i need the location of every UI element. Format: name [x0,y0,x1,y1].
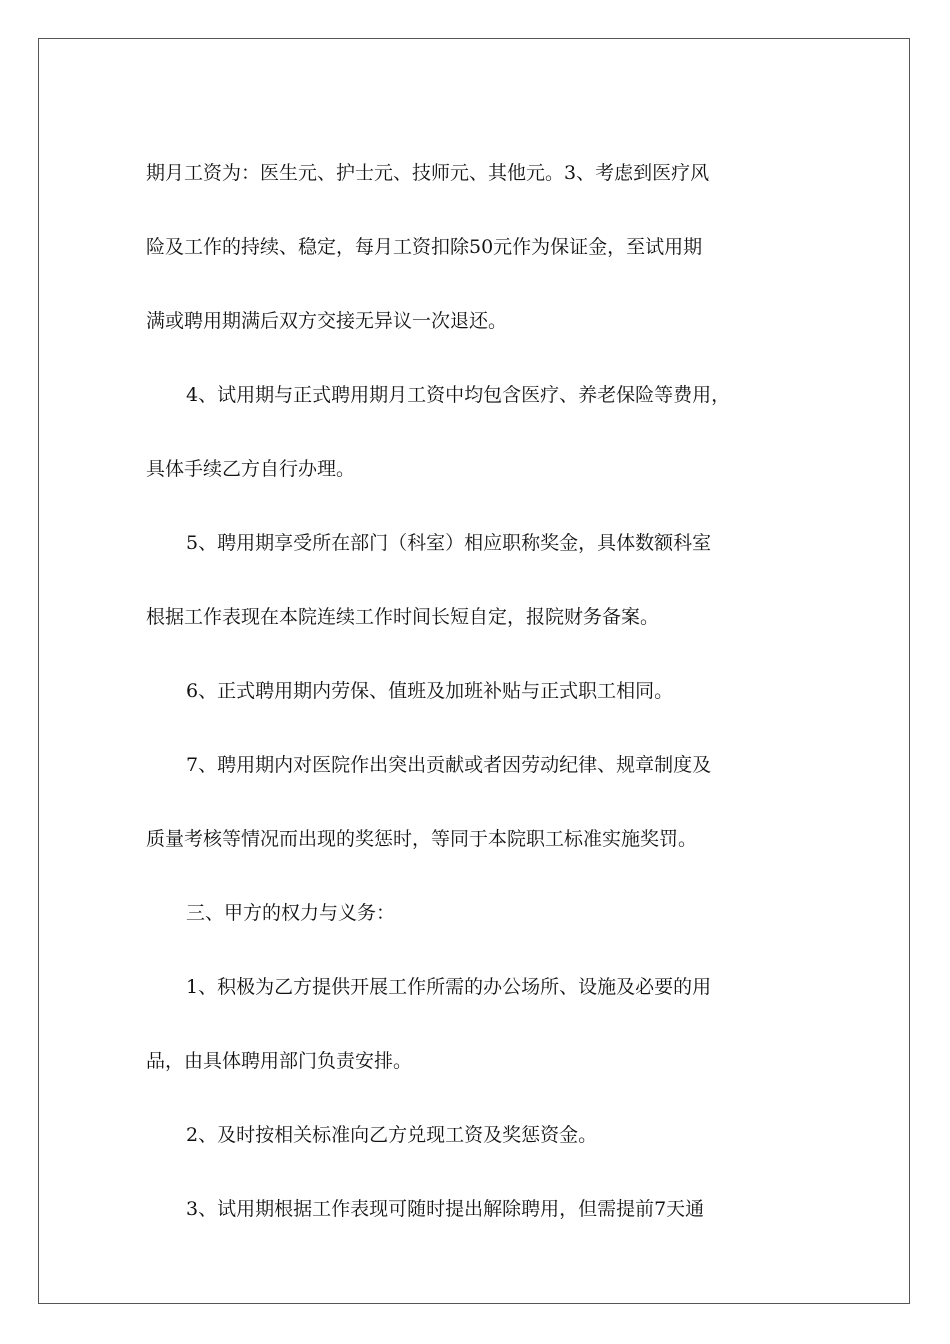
paragraph-item-7 [146,728,806,876]
paragraph-item-5 [146,506,806,654]
paragraph-party-a-item-1 [146,950,806,1098]
text-line: 质量考核等情况而出现的奖惩时，等同于本院职工标准实施奖罚。 [146,828,698,850]
section-heading: 三、甲方的权力与义务： [186,902,396,924]
text-line: 5、聘用期享受所在部门（科室）相应职称奖金，具体数额科室 [186,532,712,554]
text-line: 3、试用期根据工作表现可随时提出解除聘用，但需提前7天通 [186,1198,705,1220]
text-line: 根据工作表现在本院连续工作时间长短自定，报院财务备案。 [146,606,660,628]
text-line: 具体手续乙方自行办理。 [146,458,356,480]
paragraph-item-4 [146,358,806,506]
text-line: 6、正式聘用期内劳保、值班及加班补贴与正式职工相同。 [186,680,674,702]
text-line: 品，由具体聘用部门负责安排。 [146,1050,413,1072]
text-line: 2、及时按相关标准向乙方兑现工资及奖惩资金。 [186,1124,598,1146]
paragraph-party-a-item-3 [146,1172,806,1246]
text-line: 险及工作的持续、稳定，每月工资扣除50元作为保证金，至试用期 [146,236,703,258]
section-heading-party-a [146,876,806,950]
document-body [146,136,806,1246]
text-line: 4、试用期与正式聘用期月工资中均包含医疗、养老保险等费用， [186,384,731,406]
text-line: 1、积极为乙方提供开展工作所需的办公场所、设施及必要的用 [186,976,712,998]
paragraph-item-6 [146,654,806,728]
text-line: 期月工资为：医生元、护士元、技师元、其他元。3、考虑到医疗风 [146,162,710,184]
text-line: 7、聘用期内对医院作出突出贡献或者因劳动纪律、规章制度及 [186,754,712,776]
text-line: 满或聘用期满后双方交接无异议一次退还。 [146,310,508,332]
paragraph-party-a-item-2 [146,1098,806,1172]
paragraph-salary-continued [146,136,806,358]
